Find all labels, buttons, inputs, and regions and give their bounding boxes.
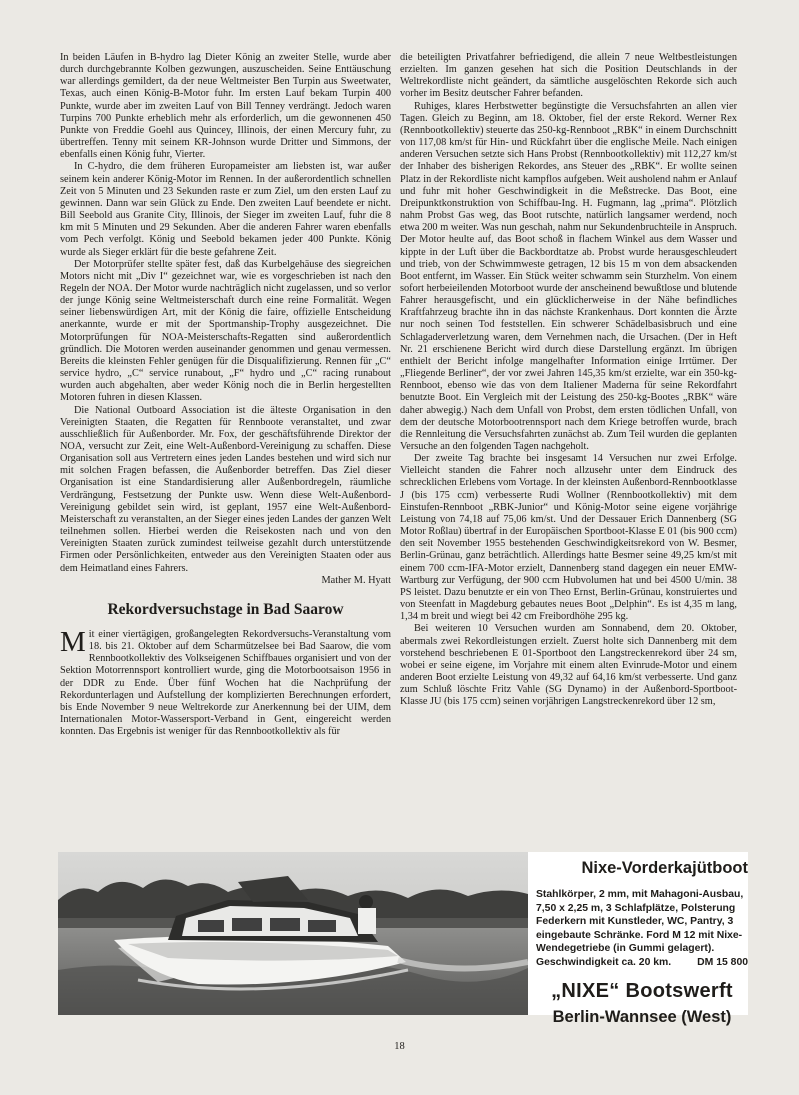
ad-location: Berlin-Wannsee (West) (552, 1008, 732, 1026)
article-intro (60, 625, 391, 738)
drop-cap: M (60, 625, 86, 658)
article-headline: Rekordversuchstage in Bad Saarow (107, 600, 344, 618)
left-column (60, 52, 391, 738)
paragraph: Der Motorprüfer stellte später fest, daß das Kurbelgehäuse des siegreichen Motors nicht mit „Div I“ gezeichnet war, wie es vorgeschrieben ist nach den Regeln der NOA. Der Motor wurde nachträglich nicht zugelassen, und so verlor der junge König seine Weltmeisterschaft durch eine reine Formalität. Wegen seiner liebenswürdigen Art, mit der König die faire, offizielle Entscheidung anerkannte, wurde er mit der Sportmanship-Trophy ausgezeichnet. Die Motorprüfungen für NOA-Meisterschafts-Regatten sind außerordentlich gründlich. Die Motoren werden auseinander genommen und genau vermessen. Bereits die kleinsten Fehler genügen für die Disqualifizierung. Rennen für „C“ service hydro, „C“ service runabout, „F“ hydro und „C“ racing runabout wurden auch abgehalten, aber weder König noch die in Berlin hergestellten Motoren fuhren in diesen Klassen. (60, 258, 391, 404)
ad-description (536, 888, 748, 969)
paragraph: Der zweite Tag brachte bei insgesamt 14 Versuchen nur zwei Erfolge. Vielleicht standen die Fahrer noch allzusehr unter dem Eindruck des schrecklichen Erlebens vom Vortage. In der kleinsten Außenbord-Rennbootklasse J (bis 175 ccm) verbesserte Rudi Wollner (Rennbootkollektiv) mit dem Einstufen-Rennboot „RBK-Junior“ und König-Motor seine eigene vorjährige Leistung von 74,18 auf 75,06 km/st. Und der Dessauer Erich Dannenberg (SG Motor Roßlau) übertraf in der Europäischen Sportboot-Klasse E 01 (bis 900 ccm) den seit November 1955 bestehenden Geschwindigkeitsrekord von W. Besmer, Berlin-Grünau, ganz beträchtlich. Allerdings hatte Besmer seine 49,25 km/st mit einem 700 ccm-IFA-Motor erzielt, Dannenberg stand dagegen ein neuer EMW-Wartburg zur Verfügung, der 900 ccm Hubvolumen hat und bei 4500 U/min. 38 PS leistet. Dazu benutzte er ein von Theo Ernst, Berlin-Grünau, konstruiertes und von Steenfatt in Magdeburg gebautes neues Boot „Delphin“. Es ist 4,35 m lang, 1,34 m breit und wiegt bei 42 cm Freibordhöhe 295 kg. (400, 453, 737, 623)
ad-price: DM 15 800 (697, 956, 748, 968)
page-number: 18 (394, 1041, 405, 1052)
paragraph: Die National Outboard Association ist die älteste Organisation in den Vereinigten Staaten, die Regatten für Rennboote veranstaltet, und zwar ausschließlich für Außenborder. Mr. Fox, der geschäftsführende Direktor der NOA, versucht zur Zeit, eine Welt-Außenbord-Vereinigung zu schaffen. Diese Organisation soll aus Vertretern eines jeden Landes bestehen und wird sich nur mit solchen Fragen befassen, die Außenborder betreffen. Das Ziel dieser Organisation ist eine Standardisierung aller Außenbordregeln, räumliche Verdrängung, Festsetzung der Punkte usw. Wenn diese Welt-Außenbord-Vereinigung gebildet sein wird, ist geplant, 1957 eine Welt-Außenbord-Meisterschaft zu veranstalten, an der Sieger eines jeden Landes der ganzen Welt teilnehmen sollen. Hierbei werden die Reisekosten nach und von den Vereinigten Staaten zurück zumindest teilweise gezahlt durch unterstützende Firmen oder Persönlichkeiten, entweder aus den Vereinigten Staaten oder aus dem Heimatland eines Fahrers. (60, 404, 391, 574)
paragraph: die beteiligten Privatfahrer befriedigend, die allein 7 neue Weltbestleistungen erzielten. Im ganzen gesehen hat sich die Position Deutschlands in der Weltrekordliste nicht geändert, da sämtliche ausgelöschten Rekorde sich auch vorher im Besitz deutscher Fahrer befanden. (400, 52, 737, 100)
boat-photo (58, 852, 528, 1015)
paragraph: Bei weiteren 10 Versuchen wurden am Sonnabend, dem 20. Oktober, abermals zwei Rekordleistungen erzielt. Zuerst holte sich Dannenberg mit dem vorstehend beschriebenen E 01-Sportboot den Langstreckenrekord über 24 sm, wobei er seine eigene, im Vorjahre mit einem alten Evinrude-Motor und einem anderen Boot erzielte Leistung von 49,32 auf 64,16 km/st verbesserte. Und ganz zum Schluß löschte Fritz Vahle (SG Dynamo) in der Außenbord-Sportboot-Klasse JU (bis 175 ccm) seinen vorjährigen Langstreckenrekord über 12 sm, (400, 623, 737, 708)
ad-brand: „NIXE“ Bootswerft (551, 980, 733, 1002)
right-column (400, 52, 737, 708)
paragraph: In beiden Läufen in B-hydro lag Dieter König an zweiter Stelle, wurde aber durch durchgebrannte Kolben gezwungen, auszuscheiden. Seine Enttäuschung war allerdings gemildert, da der neue Weltmeister Ben Turpin aus Sweetwater, Texas, auch einen König-B-Motor fuhr. Im ersten Lauf bekam Turpin 400 Punkte, wurde aber im zweiten Lauf von Bill Tenney verdrängt. Jedoch waren Turpins 700 Punkte erheblich mehr als erforderlich, um die gewonnenen 450 Punkte von Freddie Goehl aus Quincey, Illinois, der einen Mercury fuhr, zu übertreffen. Tenny mit seinem KR-Johnson wurde Dritter und Simmons, der ebenfalls einen König fuhr, Vierter. (60, 52, 391, 161)
ad-title: Nixe-Vorderkajütboot (581, 859, 748, 877)
author-signature: Mather M. Hyatt (321, 574, 391, 586)
paragraph: Ruhiges, klares Herbstwetter begünstigte die Versuchsfahrten an allen vier Tagen. Gleich zu Beginn, am 18. Oktober, fiel der erste Rekord. Werner Rex (Rennbootkollektiv) steuerte das 250-kg-Rennboot „RBK“ in einem Durchschnitt von 117,08 km/st für Hin- und Rückfahrt über die englische Meile. Nach einigen anderen Versuchen setzte sich Hans Probst (Rennbootkollektiv) mit 112,27 km/st der Inhaber des bisherigen Rekordes, ans Steuer des „RBK“. Er wollte seinen Platz in der Rekordliste nicht kampflos aufgeben. Weit ausholend nahm er Anlauf und fuhr mit hoher Geschwindigkeit in die Meßstrecke. Das Boot, eine Dreipunktkonstruktion von Schiffbau-Ing. H. Fugmann, lag „prima“. Plötzlich nahm Probst Gas weg, das Boot rutschte, natürlich langsamer werdend, noch etwa 200 m weiter. Was nun geschah, nahm nur Sekundenbruchteile in Anspruch. Der Motor heulte auf, das Boot schoß in flachem Winkel aus dem Wasser und kippte in der Luft über die Backbordtatze ab. Probst wurde herausgeschleudert und trieb, von der Schwimmweste getragen, 12 bis 15 m von dem absackenden Boot entfernt, im Wasser. Ein Stück weiter schwamm sein Sturzhelm. Von einem sofort herbeieilenden Motorboot wurde der anscheinend bewußtlose und blutende Fahrer herausgefischt, und ein glücklicherweise in der Nähe befindliches Kraftfahrzeug brachte ihn in das nächste Krankenhaus. Dort konnten die Ärzte nur noch seinen Tod feststellen. Ein schwerer Schädelbasisbruch und eine Schlagaderverletzung waren, dem Vernehmen nach, die Ursachen. (Der in Heft Nr. 21 erschienene Bericht wird durch diese Darstellung ergänzt. Im übrigen enthielt der Bericht infolge mangelhafter Information einige Irrtümer. Der „Fliegende Berliner“, der vor zwei Jahren 145,35 km/st erzielte, war ein 350-kg-Rennboot, ebenso wie das von dem Italiener Maderna für seine Rekordfahrt benutzte Boot. Ein Vergleich mit der Leistung des 250-kg-Bootes „RBK“ wäre daher abwegig.) Nach dem Unfall von Probst, dem ersten tödlichen Unfall, von dem der deutsche Motorbootrennsport nach dem Kriege betroffen wurde, brach die Rennleitung die Versuchsfahrten zunächst ab. Zum Teil wurden die geplanten Versuche an den folgenden Tagen nachgeholt. (400, 100, 737, 452)
paragraph: In C-hydro, die dem früheren Europameister am liebsten ist, war außer seinem kein anderer König-Motor im Rennen. In der außerordentlich schnellen Zeit von 5 Minuten und 23 Sekunden raste er zum Ziel, um den ersten Lauf zu gewinnen. Dann war sein Glück zu Ende. Den zweiten Lauf beendete er nicht. Bill Seebold aus Granite City, Illinois, der Sieger im zweiten Lauf, fuhr die 8 km mit 5 Minuten und 29 Sekunden. Aber die anderen Fahrer waren ebenfalls vom Pech verfolgt. König und Seebold bekamen jeder 400 Punkte. König wurde als Sieger erklärt für die beste gefahrene Zeit. (60, 161, 391, 258)
article-intro-text: it einer viertägigen, großangelegten Rekordversuchs-Veranstaltung vom 18. bis 21. Oktober auf dem Scharmützelsee bei Bad Saarow, die vom Rennbootkollektiv des Volkseigenen Schiffbaues organisiert und von der Sektion Motorrennsport kontrolliert wurde, ging die Motorbootsaison 1956 in der DDR zu Ende. Über fünf Wochen hat die Nachprüfung der Rekordunterlagen und Aufstellung der komplizierten Berechnungen erfordert, bis Ende November 9 neue Weltrekorde zur Anerkennung bei der UIM, dem Internationalen Motor-Wassersport-Verband in Gent, eingereicht werden konnten. Das Ergebnis ist weniger für das Rennbootkollektiv als für (60, 628, 391, 738)
boat-advertisement (58, 852, 748, 1026)
ad-description-text: Stahlkörper, 2 mm, mit Mahagoni-Ausbau, 7,50 x 2,25 m, 3 Schlafplätze, Polsterung Federkern mit Kunstleder, WC, Pantry, 3 eingebaute Schränke. Ford M 12 mit Nixe-Wendegetriebe (in Gummi gelagert). Geschwindigkeit ca. 20 km. (536, 889, 744, 968)
ad-text-block (536, 858, 748, 1027)
